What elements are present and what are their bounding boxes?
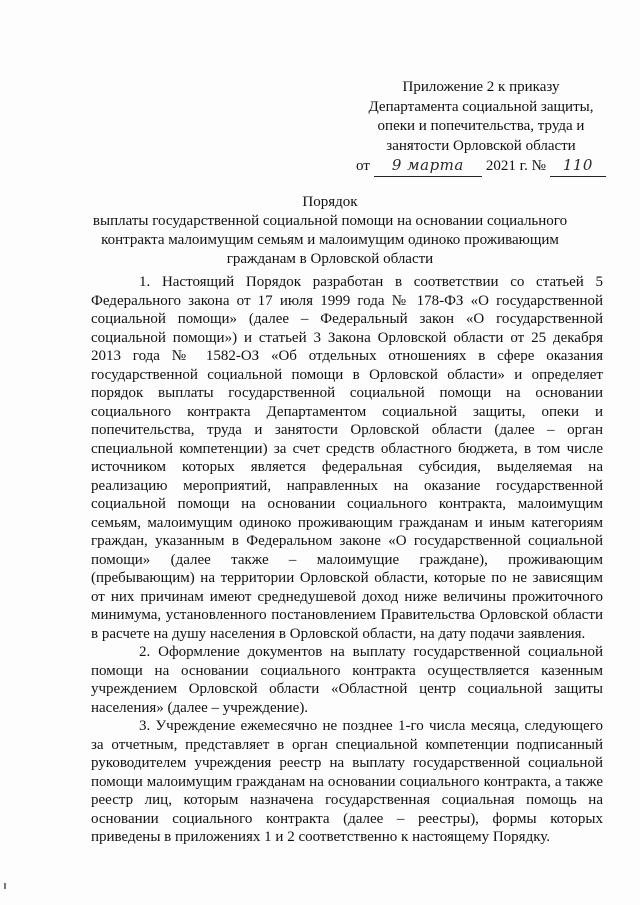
order-date-line [356,156,606,177]
appendix-line-1: Приложение 2 к приказу [402,79,560,95]
date-year: 2021 г. № [485,158,546,174]
appendix-line-3: опеки и попечительства, труда и [377,118,585,134]
document-subtitle: выплаты государственной социальной помощи на основании социального контракта малоимущим семьям и малоимущим одиноко проживающим гражданам в Орловской области [92,213,568,267]
appendix-header [356,78,606,177]
paragraph-1: 1. Настоящий Порядок разработан в соответствии со статьей 5 Федерального закона от 17 июля 1999 года № 178-ФЗ «О государственной социальной помощи» (далее – Федеральный закон «О государственной социальной помощи») и статьей 3 Закона Орловской области от 25 декабря 2013 года № 1582-ОЗ «Об отдельных отношениях в сфере оказания государственной социальной помощи в Орловской области» и определяет порядок выплаты государственной социальной помощи на основании социального контракта Департаментом социальной защиты, опеки и попечительства, труда и занятости Орловской области (далее – орган специальной компетенции) за счет средств областного бюджета, в том числе источником которых является федеральная субсидия, выделяемая на реализацию мероприятий, направленных на оказание государственной социальной помощи на основании социального контракта, малоимущим семьям, малоимущим одиноко проживающим гражданам и иным категориям граждан, указанным в Федеральном законе «О государственной социальной помощи» (далее также – малоимущие граждане), проживающим (пребывающим) на территории Орловской области, которые по не зависящим от них причинам имеют среднедушевой доход ниже величины прожиточного минимума, установленного постановлением Правительства Орловской области в расчете на душу населения в Орловской области, на дату подачи заявления. [91,274,603,642]
document-body [91,273,603,847]
appendix-line-4: занятости Орловской области [386,137,576,154]
document-title: Порядок [302,194,358,210]
scan-artifact-mark [4,883,6,889]
handwritten-date: 9 марта [374,156,482,177]
paragraph-2: 2. Оформление документов на выплату государственной социальной помощи на основании социального контракта осуществляется казенным учреждением Орловской области «Областной центр социальной защиты населения» (далее – учреждение). [91,644,603,716]
appendix-line-2: Департамента социальной защиты, [368,98,594,115]
paragraph-3: 3. Учреждение ежемесячно не позднее 1-го числа месяца, следующего за отчетным, представляет в орган специальной компетенции подписанный руководителем учреждения реестр на выплату государственной социальной помощи малоимущим гражданам на основании социального контракта, а также реестр лиц, которым назначена государственная социальная помощь на основании социального контракта (далее – реестры), формы которых приведены в приложениях 1 и 2 соответственно к настоящему Порядку. [91,718,603,845]
date-prefix: от [356,158,370,174]
document-title-block [90,193,570,269]
handwritten-order-number: 110 [550,156,606,177]
